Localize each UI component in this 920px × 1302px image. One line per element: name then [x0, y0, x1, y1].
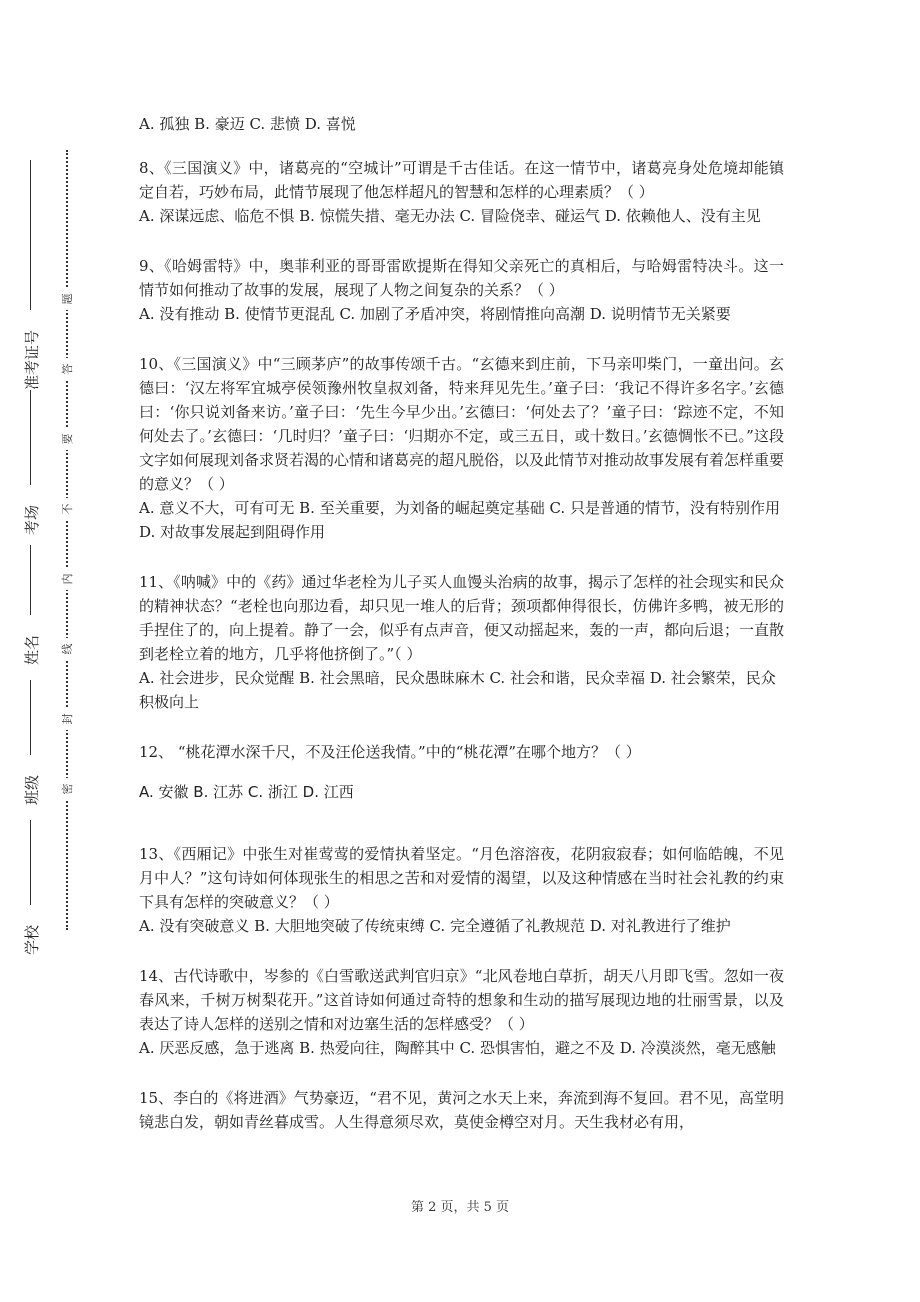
question-8 [139, 156, 784, 228]
question-options: A. 意义不大，可有可无 B. 至关重要，为刘备的崛起奠定基础 C. 只是普通的情节，没有特别作用 D. 对故事发展起到阻碍作用 [139, 499, 780, 541]
field-label-exam-room: 考场 [22, 505, 41, 536]
question-stem: 15、李白的《将进酒》气势豪迈，“君不见，黄河之水天上来，奔流到海不复回。君不见，高堂明镜悲白发，朝如青丝暮成雪。人生得意须尽欢，莫使金樽空对月。天生我材必有用， [139, 1089, 784, 1131]
question-content [139, 112, 784, 1134]
seal-char: 要 [56, 428, 78, 450]
intro-options: A. 孤独 B. 豪迈 C. 悲愤 D. 喜悦 [139, 115, 356, 133]
question-stem: 8、《三国演义》中，诸葛亮的“空城计”可谓是千古佳话。在这一情节中，诸葛亮身处危境却能镇定自若，巧妙布局，此情节展现了他怎样超凡的智慧和怎样的心理素质？（ ） [139, 159, 784, 201]
field-line-school [30, 820, 31, 905]
page-footer: 第 2 页，共 5 页 [410, 1200, 510, 1215]
question-14 [139, 964, 784, 1060]
question-stem: 13、《西厢记》中张生对崔莺莺的爱情执着坚定。“月色溶溶夜，花阴寂寂春；如何临皓魄，不见月中人？”这句诗如何体现张生的相思之苦和对爱情的渴望，以及这种情感在当时社会礼教的约束下具有怎样的突破意义？（ ） [139, 845, 784, 911]
seal-char: 密 [56, 778, 78, 800]
field-label-school: 学校 [22, 925, 41, 956]
question-options: A. 没有推动 B. 使情节更混乱 C. 加剧了矛盾冲突，将剧情推向高潮 D. 说明情节无关紧要 [139, 305, 731, 323]
field-label-class: 班级 [22, 775, 41, 806]
question-stem: 9、《哈姆雷特》中，奥菲利亚的哥哥雷欧提斯在得知父亲死亡的真相后，与哈姆雷特决斗。这一情节如何推动了故事的发展，展现了人物之间复杂的关系？（ ） [139, 257, 784, 299]
seal-dotted-line [66, 150, 68, 930]
seal-char: 线 [56, 638, 78, 660]
seal-char: 内 [56, 568, 78, 590]
question-options: A. 社会进步，民众觉醒 B. 社会黑暗，民众愚昧麻木 C. 社会和谐，民众幸福 D. 社会繁荣，民众积极向上 [139, 669, 776, 711]
question-options: A. 厌恶反感，急于逃离 B. 热爱向往，陶醉其中 C. 恐惧害怕，避之不及 D. 冷漠淡然，毫无感触 [139, 1039, 776, 1057]
seal-char: 题 [56, 288, 78, 310]
question-12 [139, 740, 784, 804]
question-10 [139, 352, 784, 544]
question-stem: 12、 “桃花潭水深千尺，不及汪伦送我情。”中的“桃花潭”在哪个地方？（ ） [139, 743, 641, 761]
question-13 [139, 842, 784, 938]
field-line-name [30, 545, 31, 615]
question-options: A. 深谋远虑、临危不惧 B. 惊慌失措、毫无办法 C. 冒险侥幸、碰运气 D. 依赖他人、没有主见 [139, 207, 761, 225]
seal-char: 不 [56, 498, 78, 520]
field-line-exam-id [30, 160, 31, 310]
question-stem: 10、《三国演义》中“三顾茅庐”的故事传颂千古。“玄德来到庄前，下马亲叩柴门，一童出问。玄德曰：‘汉左将军宜城亭侯领豫州牧皇叔刘备，特来拜见先生。’童子曰：‘我记不得许多名字。’玄德曰：‘你只说刘备来访。’童子曰：‘先生今早少出。’玄德曰：‘何处去了？’童子曰：‘踪迹不定，不知何处去了。’玄德曰：‘几时归？’童子曰：‘归期亦不定，或三五日，或十数日。’玄德惆怅不已。”这段文字如何展现刘备求贤若渴的心情和诸葛亮的超凡脱俗，以及此情节对推动故事发展有着怎样重要的意义？（ ） [139, 355, 785, 493]
seal-char: 答 [56, 358, 78, 380]
question-11 [139, 570, 784, 714]
question-15 [139, 1086, 784, 1134]
question-options: A. 没有突破意义 B. 大胆地突破了传统束缚 C. 完全遵循了礼教规范 D. 对礼教进行了维护 [139, 917, 731, 935]
field-label-name: 姓名 [22, 635, 41, 666]
question-stem: 14、古代诗歌中，岑参的《白雪歌送武判官归京》“北风卷地白草折，胡天八月即飞雪。忽如一夜春风来，千树万树梨花开。”这首诗如何通过奇特的想象和生动的描写展现边地的壮丽雪景，以及表达了诗人怎样的送别之情和对边塞生活的怎样感受？（ ） [139, 967, 784, 1033]
question-9 [139, 254, 784, 326]
field-line-exam-room [30, 390, 31, 485]
question-options: A. 安徽 B. 江苏 C. 浙江 D. 江西 [139, 783, 354, 801]
seal-char: 封 [56, 708, 78, 730]
field-label-exam-id: 准考证号 [22, 330, 41, 391]
question-stem: 11、《呐喊》中的《药》通过华老栓为儿子买人血馒头治病的故事，揭示了怎样的社会现实和民众的精神状态？“老栓也向那边看，却只见一堆人的后背；颈项都伸得很长，仿佛许多鸭，被无形的手捏住了的，向上提着。静了一会，似乎有点声音，便又动摇起来，轰的一声，都向后退；一直散到老栓立着的地方，几乎将他挤倒了。”（ ） [139, 573, 785, 663]
field-line-class [30, 680, 31, 755]
